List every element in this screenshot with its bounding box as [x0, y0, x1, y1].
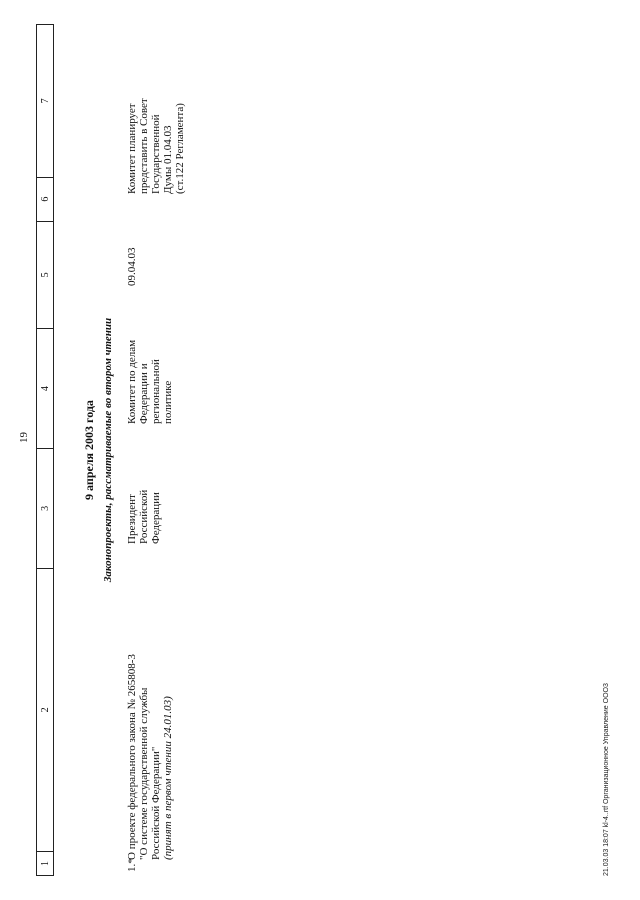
column-number: 2 [37, 568, 53, 851]
bill-initiator [126, 444, 162, 544]
remarks-line: Комитет планирует [126, 103, 138, 194]
bill-reading-note: (принят в первом чтении 24.01.03) [162, 696, 174, 860]
bill-title-line: "О системе государственной службы [138, 687, 150, 860]
column-number-row [36, 24, 54, 876]
bill-title-line: О проекте федерального закона № 265808-3 [126, 654, 138, 860]
column-number: 3 [37, 448, 53, 568]
column-number: 6 [37, 177, 53, 221]
landscape-page [36, 24, 601, 876]
initiator-line: Федерации [150, 492, 162, 544]
remarks-line: Думы 01.04.03 [162, 125, 174, 194]
section-heading: Законопроекты, рассматриваемые во втором чтении [102, 317, 114, 583]
column-number: 7 [39, 98, 51, 104]
responsible-committee [126, 324, 174, 424]
bill-title-line: Российской Федерации" [150, 746, 162, 860]
bill-title [126, 592, 174, 860]
initiator-line: Президент [126, 494, 138, 544]
page-number: 19 [18, 432, 30, 443]
remarks-line: представить в Совет [138, 98, 150, 194]
remarks [126, 34, 186, 194]
committee-line: политике [162, 380, 174, 424]
footer-file-stamp: 21.03.03 18:07 kl-4..rtf Организационное Управление ООО3 [603, 683, 610, 876]
committee-line: региональной [150, 359, 162, 424]
row-number: 1.* [126, 858, 138, 872]
committee-line: Комитет по делам [126, 339, 138, 424]
committee-line: Федерации и [138, 363, 150, 424]
column-number: 4 [37, 328, 53, 448]
deadline-date: 09.04.03 [126, 247, 138, 286]
remarks-line: (ст.122 Регламента) [174, 103, 186, 194]
column-number: 5 [37, 221, 53, 329]
remarks-line: Государственной [150, 114, 162, 194]
column-number: 1 [37, 851, 53, 875]
date-heading: 9 апреля 2003 года [82, 400, 96, 500]
initiator-line: Российской [138, 489, 150, 544]
